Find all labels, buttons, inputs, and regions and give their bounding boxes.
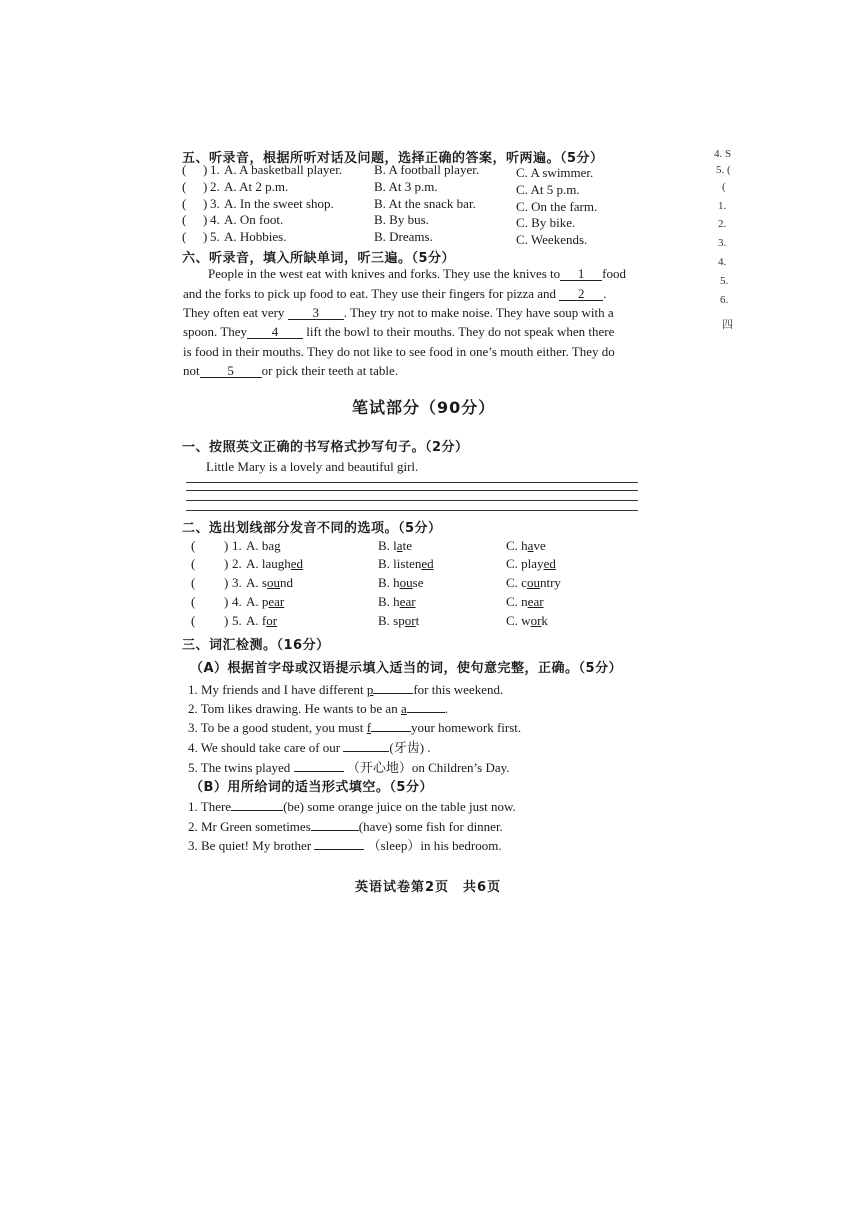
option-a: A. In the sweet shop. xyxy=(224,196,334,211)
partA-item-2: 2. Tom likes drawing. He wants to be an a . xyxy=(188,698,448,717)
answer-blank[interactable] xyxy=(231,796,283,811)
option-c: C. near xyxy=(506,594,544,609)
item-number: 2. xyxy=(210,179,220,194)
option-b: B. At the snack bar. xyxy=(374,196,476,211)
partB-item-2: 2. Mr Green sometimes (have) some fish for dinner. xyxy=(188,816,503,835)
w3-partA-heading: （A）根据首字母或汉语提示填入适当的词，使句意完整，正确。（5分） xyxy=(190,661,623,676)
option-c: C. work xyxy=(506,613,548,628)
answer-paren-close: ) xyxy=(203,196,208,211)
answer-blank[interactable] xyxy=(311,816,359,831)
writing-line xyxy=(186,510,638,511)
writing-line xyxy=(186,500,638,501)
partA-item-1: 1. My friends and I have different p for this weekend. xyxy=(188,679,503,698)
partB-item-1: 1. There (be) some orange juice on the table just now. xyxy=(188,796,516,815)
answer-paren-close: ) xyxy=(224,575,229,590)
edge-fragment: 2. xyxy=(718,218,727,230)
underlined-part: or xyxy=(404,613,416,628)
answer-paren-close: ) xyxy=(224,594,229,609)
underlined-part: or xyxy=(530,613,542,628)
edge-fragment: 5. xyxy=(720,275,729,287)
answer-blank[interactable] xyxy=(373,679,413,694)
option-c: C. A swimmer. xyxy=(516,165,594,180)
answer-blank[interactable] xyxy=(371,717,411,732)
written-part-title: 笔试部分（90分） xyxy=(352,398,496,417)
partB-item-3: 3. Be quiet! My brother （sleep）in his bedroom. xyxy=(188,835,502,854)
answer-paren[interactable]: ( xyxy=(182,229,187,244)
option-c: C. played xyxy=(506,556,556,571)
underlined-part: ed xyxy=(290,556,304,571)
underlined-part: or xyxy=(266,613,278,628)
partA-item-4: 4. We should take care of our (牙齿) . xyxy=(188,737,431,756)
answer-paren[interactable]: ( xyxy=(191,538,196,553)
edge-fragment: 3. xyxy=(718,237,727,249)
option-b: B. house xyxy=(378,575,424,590)
passage-line-2: and the forks to pick up food to eat. They use their fingers for pizza and 2 . xyxy=(183,286,607,301)
answer-paren-close: ) xyxy=(203,229,208,244)
answer-paren[interactable]: ( xyxy=(182,179,187,194)
passage-line-5: is food in their mouths. They do not like to see food in one’s mouth either. They do xyxy=(183,344,615,359)
answer-paren[interactable]: ( xyxy=(182,212,187,227)
blank-4[interactable]: 4 xyxy=(247,324,303,339)
answer-paren[interactable]: ( xyxy=(191,556,196,571)
option-c: C. By bike. xyxy=(516,215,576,230)
writing-line xyxy=(186,482,638,483)
item-number: 1. xyxy=(232,538,242,553)
option-b: B. late xyxy=(378,538,412,553)
option-a: A. bag xyxy=(246,538,281,553)
answer-blank[interactable] xyxy=(343,737,389,752)
underlined-part: g xyxy=(274,538,281,553)
answer-blank[interactable] xyxy=(294,757,344,772)
w3-partB-heading: （B）用所给词的适当形式填空。（5分） xyxy=(190,780,433,795)
underlined-part: a xyxy=(527,538,534,553)
option-a: A. for xyxy=(246,613,278,628)
item-number: 1. xyxy=(210,162,220,177)
page-footer: 英语试卷第2页 共6页 xyxy=(355,880,502,895)
partA-item-5: 5. The twins played （开心地）on Children’s Day. xyxy=(188,757,510,776)
section6-heading: 六、听录音，填入所缺单词，听三遍。（5分） xyxy=(182,251,456,266)
option-a: A. laughed xyxy=(246,556,304,571)
edge-fragment: 6. xyxy=(720,294,729,306)
underlined-part: ed xyxy=(421,556,434,571)
underlined-part: ou xyxy=(399,575,413,590)
option-b: B. By bus. xyxy=(374,212,429,227)
underlined-part: a xyxy=(396,538,403,553)
passage-line-6: not 5 or pick their teeth at table. xyxy=(183,363,399,378)
option-c: C. country xyxy=(506,575,561,590)
answer-blank[interactable] xyxy=(314,835,364,850)
item-number: 3. xyxy=(232,575,242,590)
answer-paren[interactable]: ( xyxy=(191,594,196,609)
passage-line-1: People in the west eat with knives and forks. They use the knives to 1 food xyxy=(208,266,626,281)
underlined-part: ou xyxy=(266,575,280,590)
answer-paren[interactable]: ( xyxy=(182,196,187,211)
writing-line xyxy=(186,490,638,491)
answer-paren-close: ) xyxy=(203,179,208,194)
underlined-part: ear xyxy=(268,594,285,609)
blank-2[interactable]: 2 xyxy=(559,286,603,301)
option-a: A. At 2 p.m. xyxy=(224,179,289,194)
answer-paren[interactable]: ( xyxy=(182,162,187,177)
answer-paren-close: ) xyxy=(224,556,229,571)
partA-item-3: 3. To be a good student, you must f your homework first. xyxy=(188,717,521,736)
option-b: B. listened xyxy=(378,556,434,571)
option-c: C. At 5 p.m. xyxy=(516,182,580,197)
w3-heading: 三、词汇检测。（16分） xyxy=(182,638,330,653)
edge-fragment: 1. xyxy=(718,200,727,212)
answer-paren[interactable]: ( xyxy=(191,613,196,628)
edge-fragment: ( xyxy=(722,181,726,193)
copy-sentence: Little Mary is a lovely and beautiful girl. xyxy=(206,459,419,474)
option-b: B. A football player. xyxy=(374,162,480,177)
option-a: A. On foot. xyxy=(224,212,284,227)
underlined-part: ou xyxy=(526,575,540,590)
answer-blank[interactable] xyxy=(407,698,445,713)
edge-fragment: 四 xyxy=(722,319,733,331)
option-b: B. Dreams. xyxy=(374,229,433,244)
underlined-part: ear xyxy=(399,594,416,609)
option-b: B. sport xyxy=(378,613,420,628)
blank-3[interactable]: 3 xyxy=(288,305,344,320)
option-c: C. have xyxy=(506,538,546,553)
option-a: A. Hobbies. xyxy=(224,229,287,244)
option-a: A. A basketball player. xyxy=(224,162,343,177)
option-a: A. pear xyxy=(246,594,285,609)
underlined-part: ear xyxy=(527,594,544,609)
item-number: 3. xyxy=(210,196,220,211)
w1-heading: 一、按照英文正确的书写格式抄写句子。（2分） xyxy=(182,440,469,455)
section5-heading: 五、听录音，根据所听对话及问题，选择正确的答案，听两遍。（5分） xyxy=(182,151,604,166)
item-number: 2. xyxy=(232,556,242,571)
item-number: 4. xyxy=(210,212,220,227)
blank-5[interactable]: 5 xyxy=(200,363,262,378)
option-c: C. Weekends. xyxy=(516,232,588,247)
passage-line-4: spoon. They 4 lift the bowl to their mouths. They do not speak when there xyxy=(183,324,615,339)
item-number: 5. xyxy=(210,229,220,244)
answer-paren[interactable]: ( xyxy=(191,575,196,590)
w2-heading: 二、选出划线部分发音不同的选项。（5分） xyxy=(182,521,442,536)
edge-fragment: 4. xyxy=(718,256,727,268)
option-a: A. sound xyxy=(246,575,293,590)
option-b: B. At 3 p.m. xyxy=(374,179,438,194)
answer-paren-close: ) xyxy=(203,162,208,177)
underlined-part: ed xyxy=(543,556,556,571)
option-c: C. On the farm. xyxy=(516,199,598,214)
blank-1[interactable]: 1 xyxy=(560,266,602,281)
option-b: B. hear xyxy=(378,594,416,609)
edge-fragment: 4. S xyxy=(714,148,732,160)
item-number: 5. xyxy=(232,613,242,628)
item-number: 4. xyxy=(232,594,242,609)
edge-fragment: 5. ( xyxy=(716,164,731,176)
passage-line-3: They often eat very 3 . They try not to make noise. They have soup with a xyxy=(183,305,614,320)
answer-paren-close: ) xyxy=(224,613,229,628)
answer-paren-close: ) xyxy=(203,212,208,227)
answer-paren-close: ) xyxy=(224,538,229,553)
